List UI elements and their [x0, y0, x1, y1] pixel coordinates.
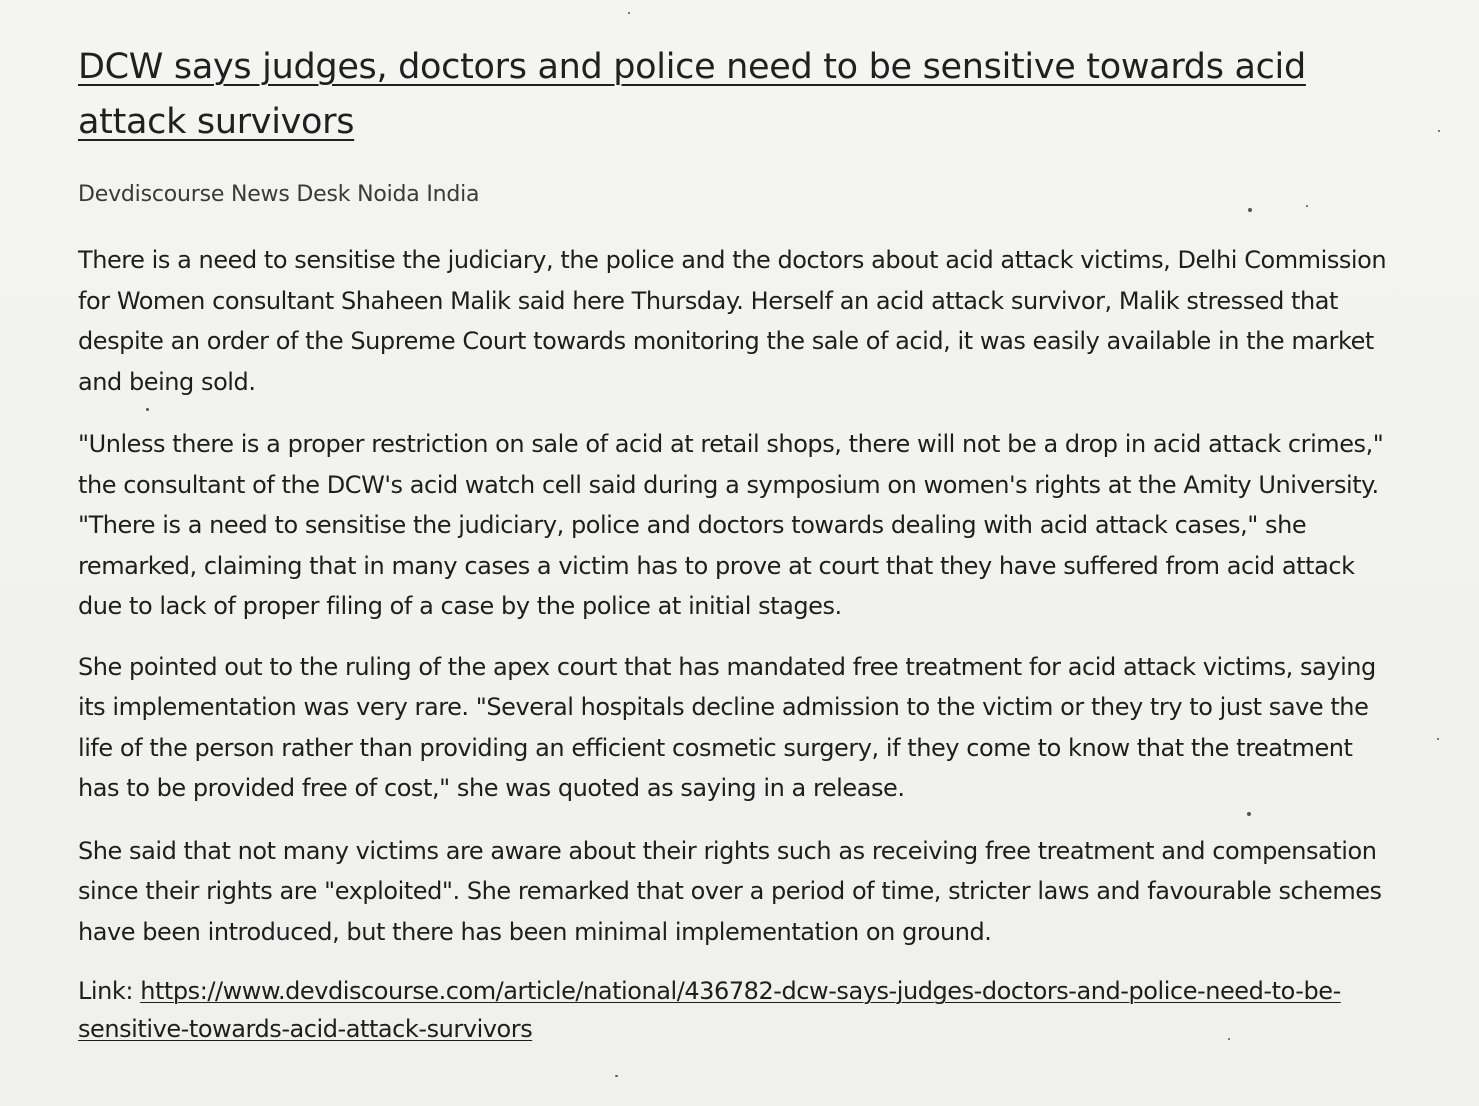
article-byline: Devdiscourse News Desk Noida India	[78, 182, 480, 207]
article-link-line	[78, 972, 1388, 1048]
scan-speck	[615, 1075, 618, 1077]
scan-speck	[1306, 205, 1308, 207]
scan-speck	[1437, 738, 1439, 740]
scan-speck	[628, 12, 630, 14]
article	[78, 40, 1388, 1048]
article-title	[78, 40, 1388, 150]
scan-speck	[1228, 1038, 1230, 1040]
scan-speck	[1247, 812, 1251, 816]
article-paragraph-4: She said that not many victims are aware about their rights such as receiving free treatment and compensation since their rights are "exploited". She remarked that over a period of time, stricter laws and favourable schemes have been introduced, but there has been minimal implementation on ground.	[78, 836, 1382, 946]
article-paragraph-2: "Unless there is a proper restriction on sale of acid at retail shops, there will not be a drop in acid attack crimes," the consultant of the DCW's acid watch cell said during a symposium on women's rights at the Amity University. "There is a need to sensitise the judiciary, police and doctors towards dealing with acid attack cases," she remarked, claiming that in many cases a victim has to prove at court that they have suffered from acid attack due to lack of proper filing of a case by the police at initial stages.	[78, 430, 1384, 620]
scan-speck	[1438, 130, 1440, 132]
article-link[interactable]: https://www.devdiscourse.com/article/national/436782-dcw-says-judges-doctors-and-police-need-to-be-sensitive-towards-acid-attack-survivors	[78, 977, 1341, 1043]
article-paragraph-3: She pointed out to the ruling of the apex court that has mandated free treatment for acid attack victims, saying its implementation was very rare. "Several hospitals decline admission to the victim or they try to just save the life of the person rather than providing an efficient cosmetic surgery, if they come to know that the treatment has to be provided free of cost," she was quoted as saying in a release.	[78, 652, 1376, 802]
article-title-text: DCW says judges, doctors and police need to be sensitive towards acid attack survivors	[78, 47, 1306, 142]
scan-speck	[1248, 208, 1252, 212]
scan-speck	[146, 408, 149, 411]
article-paragraph-1: There is a need to sensitise the judiciary, the police and the doctors about acid attack victims, Delhi Commission for Women consultant Shaheen Malik said here Thursday. Herself an acid attack survivor, Malik stressed that despite an order of the Supreme Court towards monitoring the sale of acid, it was easily available in the market and being sold.	[78, 246, 1387, 396]
link-label: Link:	[78, 977, 133, 1005]
